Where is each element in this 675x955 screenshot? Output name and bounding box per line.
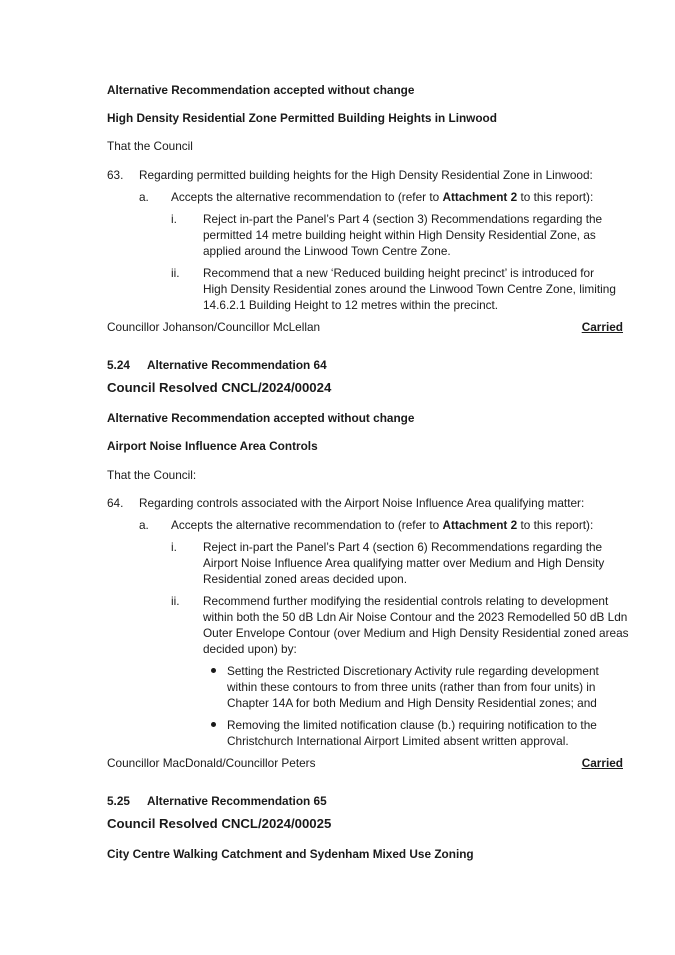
item-text: Regarding controls associated with the Airport Noise Influence Area qualifying matter: bbox=[139, 496, 585, 510]
section-number: 5.25 bbox=[107, 794, 130, 808]
resolved-heading: Council Resolved CNCL/2024/00024 bbox=[107, 380, 332, 395]
bullet-text-line: Christchurch International Airport Limited absent written approval. bbox=[227, 734, 569, 748]
sub-text-pre: Accepts the alternative recommendation to (refer to bbox=[171, 190, 443, 204]
point-text-line: Airport Noise Influence Area qualifying matter over Medium and High Density bbox=[203, 556, 605, 570]
that-the-council: That the Council bbox=[107, 139, 193, 153]
section-title: Alternative Recommendation 65 bbox=[147, 794, 327, 808]
point-text-line: Reject in-part the Panel’s Part 4 (section 6) Recommendations regarding the bbox=[203, 540, 603, 554]
movers: Councillor Johanson/Councillor McLellan bbox=[107, 320, 321, 334]
topic-heading: High Density Residential Zone Permitted Building Heights in Linwood bbox=[107, 111, 497, 125]
point-text-line: Residential zoned areas decided upon. bbox=[203, 572, 407, 586]
sub-letter: a. bbox=[139, 190, 149, 204]
sub-text-post: to this report): bbox=[517, 190, 594, 204]
sub-letter: a. bbox=[139, 518, 149, 532]
accepted-heading: Alternative Recommendation accepted without change bbox=[107, 83, 415, 97]
section-title: Alternative Recommendation 64 bbox=[147, 358, 327, 372]
resolved-heading: Council Resolved CNCL/2024/00025 bbox=[107, 816, 332, 831]
accepted-heading: Alternative Recommendation accepted without change bbox=[107, 411, 415, 425]
movers: Councillor MacDonald/Councillor Peters bbox=[107, 756, 316, 770]
point-text-line: Recommend further modifying the residential controls relating to development bbox=[203, 594, 609, 608]
point-number: ii. bbox=[171, 594, 180, 608]
topic-heading: Airport Noise Influence Area Controls bbox=[107, 439, 318, 453]
point-text-line: permitted 14 metre building height within High Density Residential Zone, as bbox=[203, 228, 596, 242]
point-text-line: High Density Residential zones around the Linwood Town Centre Zone, limiting bbox=[203, 282, 616, 296]
item-number: 63. bbox=[107, 168, 124, 182]
point-text-line: within both the 50 dB Ldn Air Noise Contour and the 2023 Remodelled 50 dB Ldn bbox=[203, 610, 628, 624]
section-number: 5.24 bbox=[107, 358, 130, 372]
bullet-text-line: Setting the Restricted Discretionary Activity rule regarding development bbox=[227, 664, 599, 678]
item-number: 64. bbox=[107, 496, 124, 510]
point-text-line: 14.6.2.1 Building Height to 12 metres within the precinct. bbox=[203, 298, 499, 312]
point-number: ii. bbox=[171, 266, 180, 280]
bullet-icon bbox=[211, 668, 216, 673]
bullet-icon bbox=[211, 722, 216, 727]
bullet-text-line: Removing the limited notification clause (b.) requiring notification to the bbox=[227, 718, 597, 732]
topic-heading: City Centre Walking Catchment and Sydenham Mixed Use Zoning bbox=[107, 847, 474, 861]
item-text: Regarding permitted building heights for the High Density Residential Zone in Linwood: bbox=[139, 168, 593, 182]
sub-text-pre: Accepts the alternative recommendation to (refer to bbox=[171, 518, 443, 532]
point-number: i. bbox=[171, 212, 177, 226]
point-text-line: Outer Envelope Contour (over Medium and High Density Residential zoned areas bbox=[203, 626, 629, 640]
carried-result: Carried bbox=[581, 320, 623, 334]
point-text-line: Recommend that a new ‘Reduced building height precinct’ is introduced for bbox=[203, 266, 595, 280]
point-number: i. bbox=[171, 540, 177, 554]
attachment-ref: Attachment 2 bbox=[442, 190, 518, 204]
that-the-council: That the Council: bbox=[107, 468, 197, 482]
sub-text bbox=[171, 517, 593, 533]
carried-result: Carried bbox=[581, 756, 623, 770]
point-text-line: applied around the Linwood Town Centre Zone. bbox=[203, 244, 451, 258]
sub-text bbox=[171, 189, 593, 205]
point-text-line: decided upon) by: bbox=[203, 642, 297, 656]
attachment-ref: Attachment 2 bbox=[442, 518, 518, 532]
sub-text-post: to this report): bbox=[517, 518, 594, 532]
point-text-line: Reject in-part the Panel’s Part 4 (section 3) Recommendations regarding the bbox=[203, 212, 603, 226]
bullet-text-line: Chapter 14A for both Medium and High Density Residential zones; and bbox=[227, 696, 597, 710]
bullet-text-line: within these contours to from three units (rather than from four units) in bbox=[227, 680, 596, 694]
